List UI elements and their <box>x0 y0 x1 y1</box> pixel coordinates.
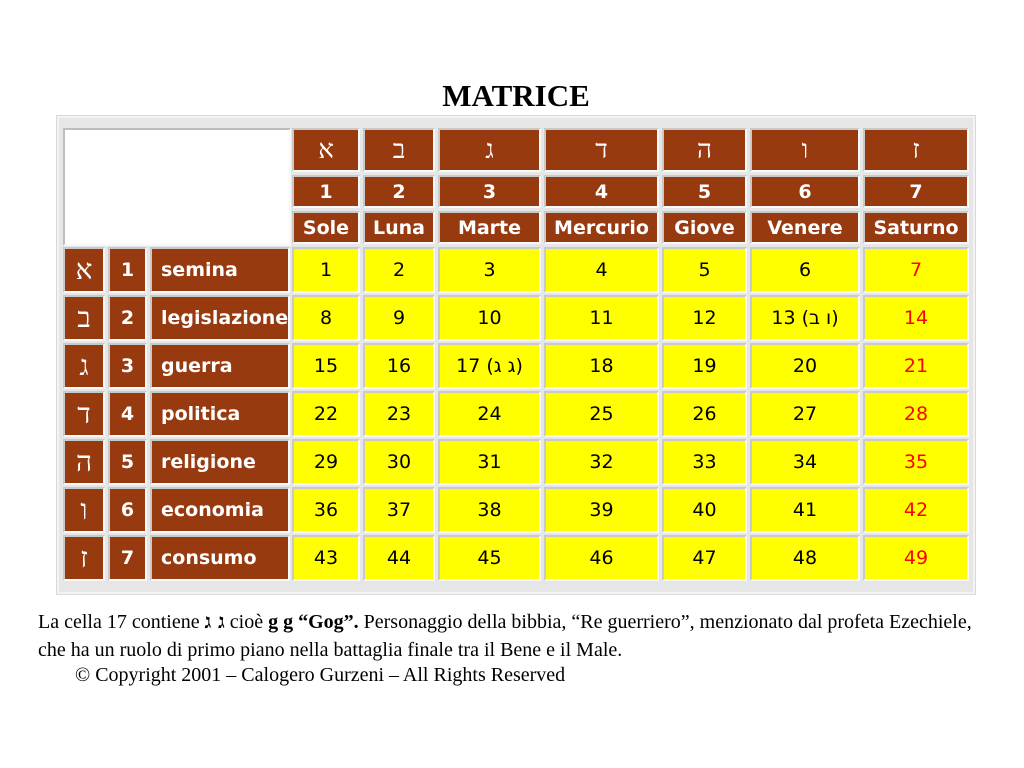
matrix-value-cell: 28 <box>863 391 969 437</box>
matrix-value-cell: 17 (ג ג) <box>438 343 541 389</box>
caption-middle: cioè <box>224 611 269 633</box>
row-hebrew-letter: ד <box>63 391 105 437</box>
matrix-value-cell: 12 <box>662 295 747 341</box>
column-planet: Saturno <box>863 211 969 244</box>
matrix-value-cell: 43 <box>292 535 360 581</box>
matrix-value-cell: 33 <box>662 439 747 485</box>
column-number: 4 <box>544 175 659 208</box>
matrix-value-cell: 38 <box>438 487 541 533</box>
column-hebrew-letter: ז <box>863 128 969 172</box>
matrix-value-cell: 2 <box>363 247 435 293</box>
row-theme: semina <box>150 247 290 293</box>
matrix-value-cell: 1 <box>292 247 360 293</box>
matrix-value-cell: 25 <box>544 391 659 437</box>
matrix-value-cell: 22 <box>292 391 360 437</box>
row-number: 1 <box>108 247 147 293</box>
matrix-value-cell: 15 <box>292 343 360 389</box>
matrix-value-cell: 26 <box>662 391 747 437</box>
matrix-value-cell: 47 <box>662 535 747 581</box>
matrix-value-cell: 39 <box>544 487 659 533</box>
row-theme: consumo <box>150 535 290 581</box>
caption-hebrew-letters: ג ג <box>204 609 225 633</box>
matrix-value-cell: 37 <box>363 487 435 533</box>
matrix-value-cell: 35 <box>863 439 969 485</box>
matrix-value-cell: 34 <box>750 439 860 485</box>
row-number: 2 <box>108 295 147 341</box>
caption-before: La cella 17 contiene <box>38 611 205 633</box>
row-theme: religione <box>150 439 290 485</box>
column-hebrew-letter: ג <box>438 128 541 172</box>
row-number: 4 <box>108 391 147 437</box>
matrix-value-cell: 7 <box>863 247 969 293</box>
matrix-value-cell: 30 <box>363 439 435 485</box>
matrix-value-cell: 45 <box>438 535 541 581</box>
column-planet: Venere <box>750 211 860 244</box>
matrix-value-cell: 18 <box>544 343 659 389</box>
row-number: 7 <box>108 535 147 581</box>
row-hebrew-letter: ג <box>63 343 105 389</box>
row-hebrew-letter: ז <box>63 535 105 581</box>
matrix-value-cell: 44 <box>363 535 435 581</box>
column-planet: Giove <box>662 211 747 244</box>
matrix-value-cell: 46 <box>544 535 659 581</box>
matrix-value-cell: 41 <box>750 487 860 533</box>
matrix-value-cell: 32 <box>544 439 659 485</box>
row-hebrew-letter: ה <box>63 439 105 485</box>
caption-after: Personaggio della bibbia, “Re guerriero”, menzionato dal profeta Ezechiele, che ha un ruolo di primo piano nella battaglia finale tra il Bene e il Male. <box>38 611 972 661</box>
row-number: 6 <box>108 487 147 533</box>
column-number: 7 <box>863 175 969 208</box>
matrix-value-cell: 23 <box>363 391 435 437</box>
blank-corner-cell <box>63 128 291 246</box>
matrix-value-cell: 21 <box>863 343 969 389</box>
matrix-value-cell: 4 <box>544 247 659 293</box>
row-hebrew-letter: א <box>63 247 105 293</box>
row-number: 5 <box>108 439 147 485</box>
column-number: 6 <box>750 175 860 208</box>
row-number: 3 <box>108 343 147 389</box>
copyright-notice: © Copyright 2001 – Calogero Gurzeni – All Rights Reserved <box>75 664 566 686</box>
column-planet: Marte <box>438 211 541 244</box>
matrix-value-cell: 40 <box>662 487 747 533</box>
column-hebrew-letter: ה <box>662 128 747 172</box>
column-hebrew-letter: ו <box>750 128 860 172</box>
column-planet: Mercurio <box>544 211 659 244</box>
column-number: 1 <box>292 175 360 208</box>
column-hebrew-letter: ד <box>544 128 659 172</box>
matrix-value-cell: 20 <box>750 343 860 389</box>
matrix-value-cell: 11 <box>544 295 659 341</box>
page-title: MATRICE <box>442 78 590 113</box>
matrix-value-cell: 49 <box>863 535 969 581</box>
column-number: 2 <box>363 175 435 208</box>
column-planet: Luna <box>363 211 435 244</box>
column-number: 5 <box>662 175 747 208</box>
matrix-value-cell: 8 <box>292 295 360 341</box>
row-hebrew-letter: ו <box>63 487 105 533</box>
row-hebrew-letter: ב <box>63 295 105 341</box>
matrix-value-cell: 27 <box>750 391 860 437</box>
matrix-value-cell: 9 <box>363 295 435 341</box>
matrix-value-cell: 10 <box>438 295 541 341</box>
matrix-table <box>57 116 975 594</box>
row-theme: legislazione <box>150 295 290 341</box>
matrix-value-cell: 31 <box>438 439 541 485</box>
matrix-value-cell: 48 <box>750 535 860 581</box>
matrix-value-cell: 13 (ו ב) <box>750 295 860 341</box>
column-hebrew-letter: ב <box>363 128 435 172</box>
column-planet: Sole <box>292 211 360 244</box>
matrix-value-cell: 24 <box>438 391 541 437</box>
column-hebrew-letter: א <box>292 128 360 172</box>
row-theme: guerra <box>150 343 290 389</box>
matrix-value-cell: 5 <box>662 247 747 293</box>
matrix-value-cell: 19 <box>662 343 747 389</box>
row-theme: economia <box>150 487 290 533</box>
caption-paragraph <box>38 607 998 664</box>
matrix-value-cell: 36 <box>292 487 360 533</box>
column-number: 3 <box>438 175 541 208</box>
matrix-value-cell: 6 <box>750 247 860 293</box>
matrix-value-cell: 16 <box>363 343 435 389</box>
row-theme: politica <box>150 391 290 437</box>
caption-bold-gog: g g “Gog”. <box>268 611 359 633</box>
matrix-value-cell: 29 <box>292 439 360 485</box>
matrix-value-cell: 3 <box>438 247 541 293</box>
matrix-value-cell: 14 <box>863 295 969 341</box>
matrix-value-cell: 42 <box>863 487 969 533</box>
